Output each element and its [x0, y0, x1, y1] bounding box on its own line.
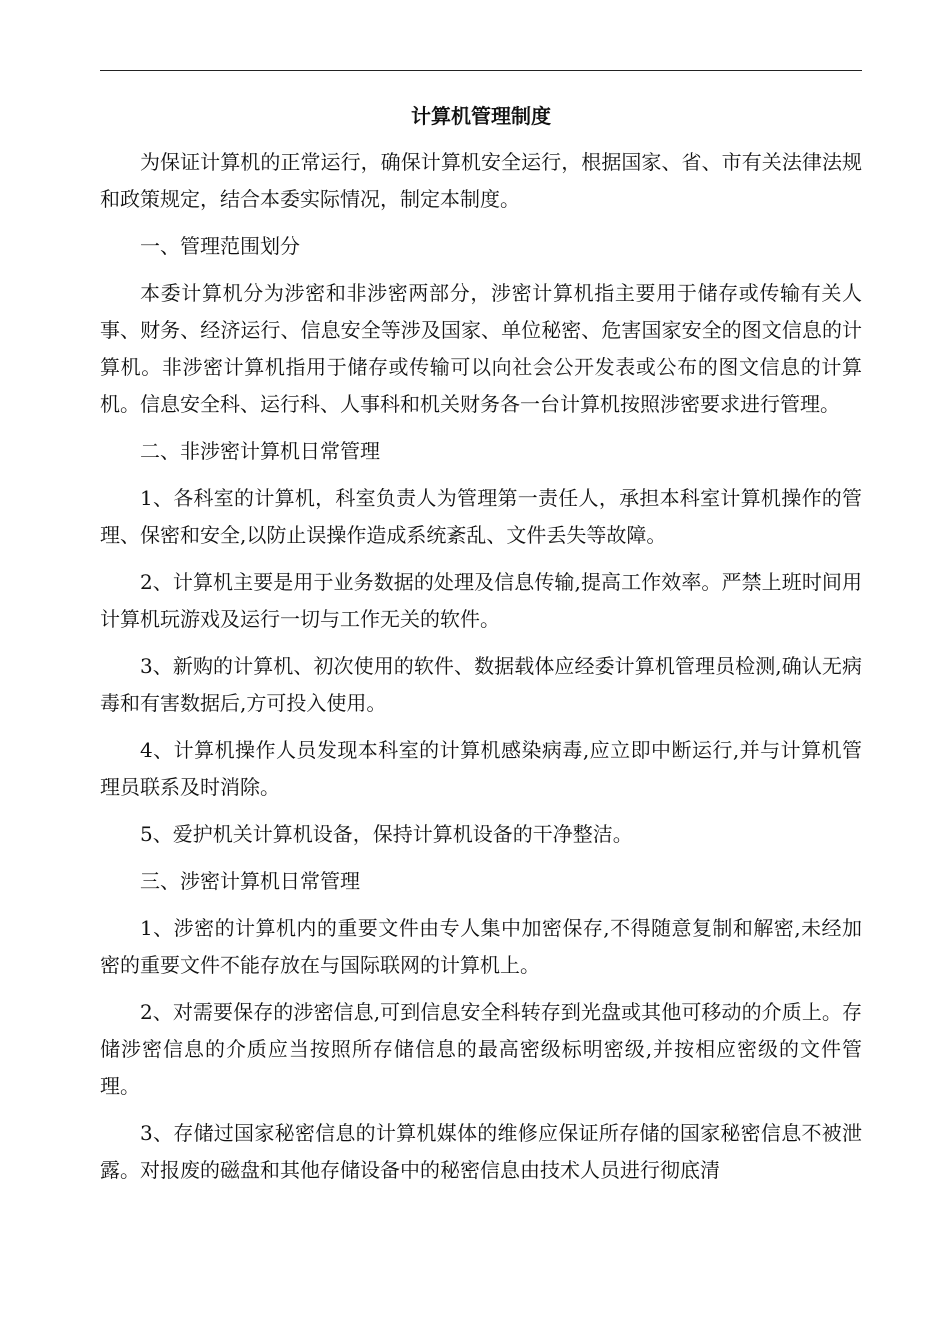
list-item-non-classified-2: 2、计算机主要是用于业务数据的处理及信息传输,提高工作效率。严禁上班时间用计算机玩游戏及运行一切与工作无关的软件。	[100, 570, 862, 631]
header-rule	[100, 70, 862, 71]
list-item-classified-1: 1、涉密的计算机内的重要文件由专人集中加密保存,不得随意复制和解密,未经加密的重要文件不能存放在与国际联网的计算机上。	[100, 916, 862, 977]
list-item-non-classified-1: 1、各科室的计算机，科室负责人为管理第一责任人，承担本科室计算机操作的管理、保密和安全,以防止误操作造成系统紊乱、文件丢失等故障。	[100, 486, 862, 547]
list-item-classified-2: 2、对需要保存的涉密信息,可到信息安全科转存到光盘或其他可移动的介质上。存储涉密信息的介质应当按照所存储信息的最高密级标明密级,并按相应密级的文件管理。	[100, 1000, 862, 1098]
section-heading-scope: 一、管理范围划分	[140, 234, 300, 258]
paragraph-scope: 本委计算机分为涉密和非涉密两部分，涉密计算机指主要用于储存或传输有关人事、财务、经济运行、信息安全等涉及国家、单位秘密、危害国家安全的图文信息的计算机。非涉密计算机指用于储存或传输可以向社会公开发表或公布的图文信息的计算机。信息安全科、运行科、人事科和机关财务各一台计算机按照涉密要求进行管理。	[100, 281, 862, 416]
section-heading-non-classified: 二、非涉密计算机日常管理	[140, 439, 380, 463]
document-body	[100, 98, 862, 1199]
list-item-non-classified-3: 3、新购的计算机、初次使用的软件、数据载体应经委计算机管理员检测,确认无病毒和有害数据后,方可投入使用。	[100, 654, 862, 715]
document-title: 计算机管理制度	[411, 104, 551, 128]
section-heading-classified: 三、涉密计算机日常管理	[140, 869, 360, 893]
list-item-non-classified-5: 5、爱护机关计算机设备，保持计算机设备的干净整洁。	[140, 822, 633, 846]
paragraph-intro: 为保证计算机的正常运行，确保计算机安全运行，根据国家、省、市有关法律法规和政策规定，结合本委实际情况，制定本制度。	[100, 150, 862, 211]
list-item-non-classified-4: 4、计算机操作人员发现本科室的计算机感染病毒,应立即中断运行,并与计算机管理员联系及时消除。	[100, 738, 862, 799]
list-item-classified-3: 3、存储过国家秘密信息的计算机媒体的维修应保证所存储的国家秘密信息不被泄露。对报废的磁盘和其他存储设备中的秘密信息由技术人员进行彻底清	[100, 1121, 862, 1182]
